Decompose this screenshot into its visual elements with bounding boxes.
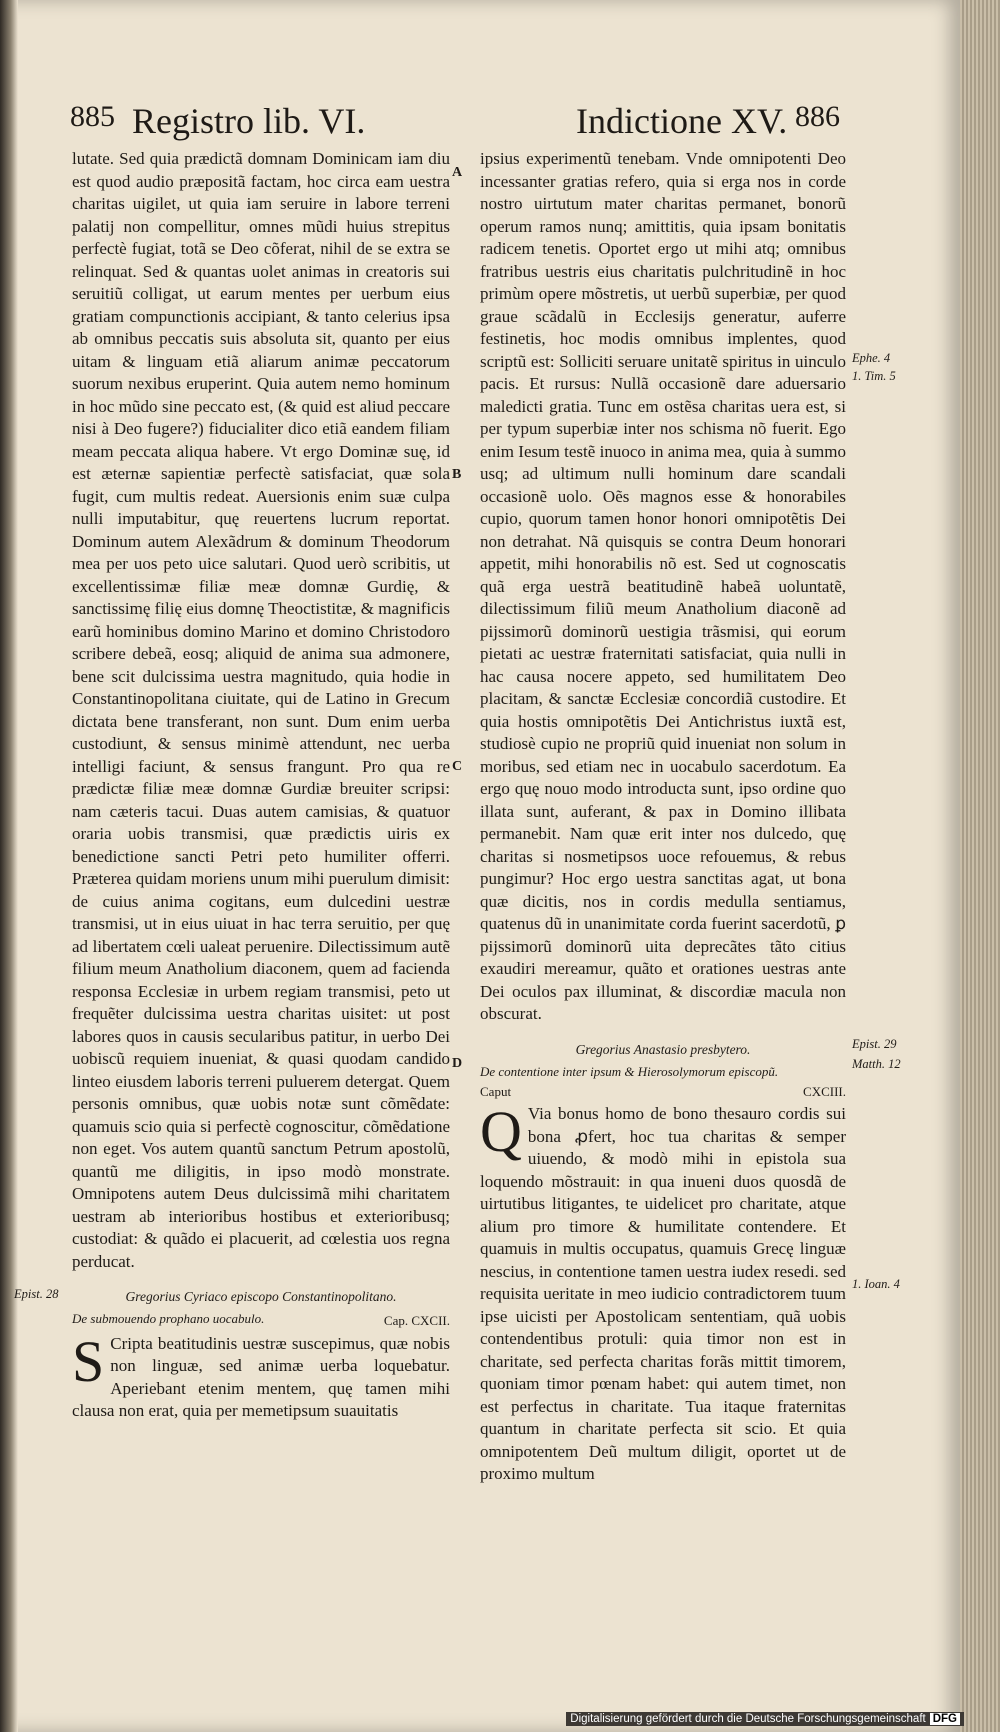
credit-text: Digitalisierung gefördert durch die Deutsche Forschungsgemeinschaft (570, 1713, 926, 1725)
margin-note: Epist. 29 (852, 1037, 897, 1051)
margin-note: 1. Ioan. 4 (852, 1277, 900, 1291)
margin-note: Matth. 12 (852, 1057, 901, 1071)
right-column-text: ipsius experimentũ tenebam. Vnde omnipotenti Deo incessanter gratias refero, quia si erga nos in corde nostro uirtutum mater charitas permanet, bonorũ operum ramos nunq; amittitis, quia ipsam bonitatis radicem tenetis. Oportet ergo ut mihi atq; omnibus fratribus uestris eius charitatis pulchritudinẽ in hoc primùm opere mõstretis, ut uerbũ superbiæ, per quod graue scãdalũ in Ecclesijs generatur, auferre festinetis, hoc modis omnibus implentes, quod scriptũ est: Solliciti seruare unitatẽ spiritus in uinculo pacis. Et rursus: Nullã occasionẽ dare aduersario maledicti gratia. Tunc em ostẽsa charitas uera est, si per typum superbiæ inter nos schisma nõ fuerit. Ego enim Iesum testẽ inuoco in anima mea, quia à summo usq; ad ultimum nulli hominum dare scandali occasionẽ uolo. Oẽs magnos esse & honorabiles cupio, quorum tamen honor honori omnipotẽtis Dei non detrahat. Nã quisquis se contra Deum honorari appetit, mihi honorabilis nõ est. Sed ut cognoscatis quã erga uestrã beatitudinẽ habeã uoluntatẽ, dilectissimum filiũ meum Anatholium diaconẽ ad pijssimorũ dominorũ uestigia trãsmisi, qui eorum pietati ac uestræ fraternitati satisfaciat, quia nulli in hac causa nocere appeto, sed humilitatem Deo placitam, & sanctæ Ecclesiæ concordiã custodire. Et quia hostis omnipotẽtis Dei Antichristus iuxtã est, studiosè cupio ne propriũ quid inueniat non solum in moribus, sed etiam nec in uocabulo sacerdotum. Ea ergo quę nouo modo introducta sunt, ipso ordine quo illata sunt, auferant, & pax in Domino illibata permanebit. Nam quæ erit inter nos dulcedo, quę charitas si nosmetipsos uoce refouemus, & rebus pungimur? Hoc ergo uestra sanctitas agat, ut bona quæ dicitis, nos in cordis medulla sentiamus, quatenus dũ in unanimitate corda fuerint sacerdotũ, ꝑ pijssimorũ dominorũ uita deprecãtes tãto citius exaudiri mereamur, quãto et orationes uestras ante Dei oculos pax illuminat, & discordiæ macula non obscurat. (480, 149, 846, 1023)
dfg-logo: DFG (930, 1713, 960, 1725)
section-mark-b: B (452, 467, 462, 482)
chapter-line (72, 1310, 450, 1333)
drop-capital: Q (480, 1099, 522, 1164)
book-gutter (0, 0, 18, 1732)
page-edge-stack (960, 0, 1000, 1732)
section-mark-c: C (452, 759, 463, 774)
page-number-left: 885 (70, 100, 115, 133)
margin-note: Epist. 28 (14, 1287, 59, 1301)
margin-note: 1. Tim. 5 (852, 369, 896, 383)
letter-body: Via bonus homo de bono thesauro cordis sui bona ꝓfert, hoc tua charitas & semper uiuendo, & modò mihi in epistola sua loquendo mõstrauit: in qua inueni duos quosdã de uirtutibus litigantes, te uidelicet pro charitate, atque alium pro timore & humilitate contendere. Et quamuis in multis occupatus, quamuis Grecę linguæ nescius, in contentione tamen uestra iudex resedi. sed requisita ueritate in meo iudicio contradictorem tuum ipse uicisti per Apostolicam sententiam, quã uobis contendentibus protuli: quia timor non est in charitate, sed perfecta charitas forãs mittit timorem, quoniam timor pœnam habet: qui autem timet, non est perfectus in charitate. Tua itaque fraternitas quantum in charitate perfecta sit scio. Et quia omnipotentem Deũ multum diligit, oportet ut de proximo multum (480, 1104, 846, 1483)
left-column (72, 148, 450, 1423)
chapter-number: CXCIII. (803, 1083, 846, 1099)
section-mark-a: A (452, 165, 463, 180)
letter-heading: Gregorius Anastasio presbytero. (575, 1041, 751, 1057)
digitization-credit (566, 1712, 964, 1726)
right-column (480, 148, 846, 1486)
letter-heading: Gregorius Cyriaco episcopo Constantinopolitano. (125, 1289, 397, 1304)
running-title-left: Registro lib. VI. (132, 101, 366, 141)
letter-subheading: De submouendo prophano uocabulo. (72, 1311, 265, 1326)
letter-body: Cripta beatitudinis uestræ suscepimus, quæ nobis non linguæ, sed animæ uerba loquebatur. Aperiebant etenim mentem, quę tamen mihi clausa non erat, quia per memetipsum suauitatis (72, 1333, 450, 1420)
chapter-line (480, 1081, 846, 1104)
chapter-label: Caput (480, 1083, 512, 1099)
running-title-right: Indictione XV. (576, 101, 788, 141)
left-column-text: lutate. Sed quia prædictã domnam Dominicam iam diu est quod audio præpositã factam, hoc circa eam uestra charitas uigilet, ut quia iam seruire in labore terreni palatij non compellitur, omnes mũdi huius strepitus perfectè fugiat, totã se Deo cõferat, nihil de se extra se relinquat. Sed & quantas uolet animas in creatoris sui seruitiũ colligat, ut earum mentes per uerbum eius gratiam compunctionis accipiant, & tanto celerius ipsa ab omnibus peccatis suis absoluta sit, quanto per eius uitam & linguam etiã aliarum animæ peccatorum suorum nexibus eruperint. Quia autem nemo hominum in hoc mũdo sine peccato est, (& quid est aliud peccare nisi à Deo fugere?) fiducialiter dico etiã eandem filiam meam peccata aliqua habere. Vt ergo Dominæ suę, id est æternæ sapientiæ perfectè satisfaciat, quæ sola fugit, cum multis redeat. Auersionis enim suæ culpa nulli imputabitur, quę reuertens lucrum reportat. Dominum autem Alexãdrum & dominum Theodorum mea per uos peto uice salutari. Quod uerò scribitis, ut excellentissimæ filiæ meæ domnæ Gurdię, & sanctissimę filię eius domnę Theoctistitæ, & magnificis earũ hominibus domino Marino et domino Christodoro scribere debeã, eosq; aliquid de anima sua admonere, bene scit dulcissima uestra magnitudo, quia hodie in Constantinopolitana ciuitate, qui de Latino in Grecum dictata bene transferant, non sunt. Dum enim uerba custodiunt, & sensus minimè attendunt, nec uerba intelligi faciunt, & sensus frangunt. Pro qua re prædictæ filiæ meæ domnæ Gurdiæ breuiter scripsi: nam cæteris tacui. Duas autem camisias, & quatuor oraria uobis transmisi, quæ prædictis uiris ex benedictione sancti Petri peto humiliter offerri. Præterea quidam moriens unum mihi puerulum dimisit: de cuius anima cogitans, eum dulcedini uestræ transmisi, ut in eius uiuat in hac terra seruitio, per quę ad libertatem cœli ualeat peruenire. Dilectissimum autẽ filium meum Anatholium diaconem, quem ad facienda responsa Ecclesiæ in urbem regiam transmisi, peto ut frequẽter dulcissima uestra charitas uisitet: ut post labores quos in causis secularibus patitur, in uerbo Dei uobiscũ requiem inueniat, & quasi quodam candido linteo eiusdem laboris terreni puluerem detergat. Quem personis omnibus, quæ uobis notæ sunt cõmẽdate: quamuis scio quia si perfectè cognoscitur, cõmẽdatione non eget. Vos autem quantũ sanctum Petrum apostolũ, quantũ me diligitis, in ipso modò monstrate. Omnipotens autem Deus dulcissimã mihi charitatem uestram ab interioribus hostibus et exterioribusq; custodiat: & quãdo ei placuerit, ad cœlestia uos regna perducat. (72, 149, 450, 1271)
drop-capital: S (72, 1328, 105, 1394)
section-mark-d: D (452, 1056, 463, 1071)
page-number-right: 886 (795, 100, 840, 133)
chapter-number: Cap. CXCII. (383, 1313, 450, 1328)
margin-note: Ephe. 4 (852, 351, 891, 365)
letter-subheading: De contentione inter ipsum & Hierosolymorum episcopũ. (480, 1063, 779, 1079)
